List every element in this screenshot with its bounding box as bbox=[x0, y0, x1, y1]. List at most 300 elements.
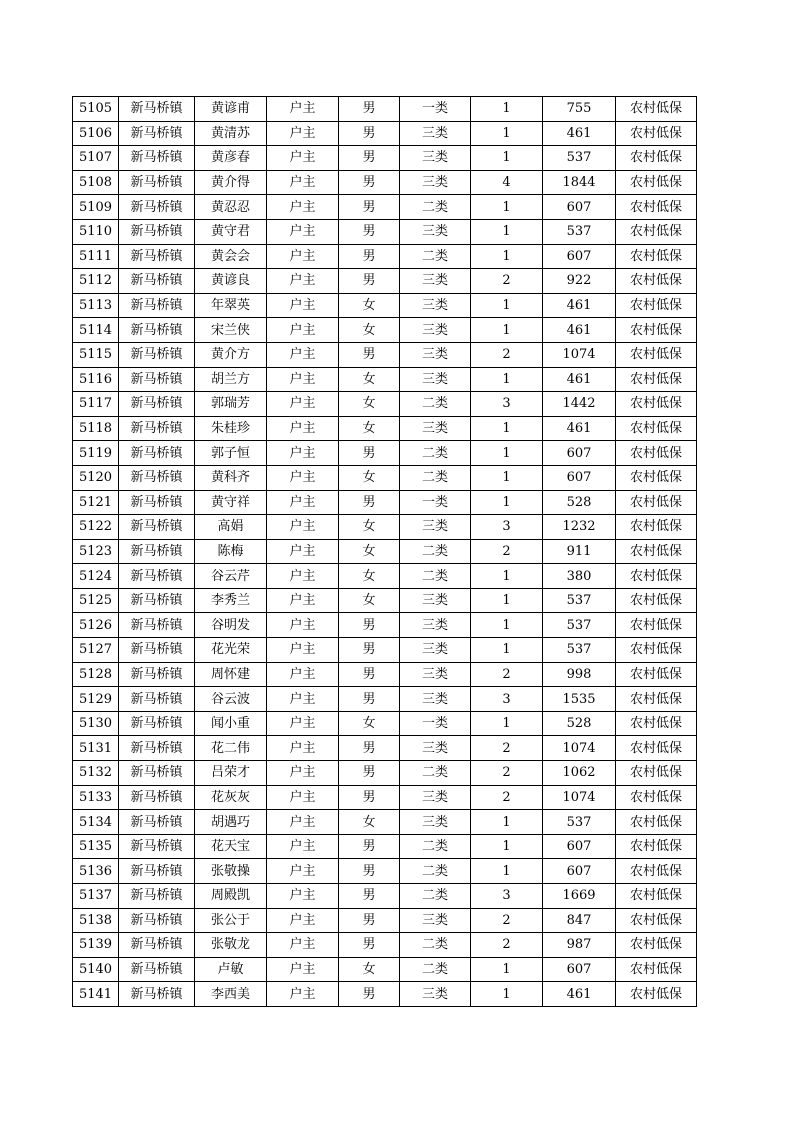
record-id-cell: 5117 bbox=[73, 392, 119, 417]
household-size-cell: 2 bbox=[471, 908, 543, 933]
record-id-cell: 5115 bbox=[73, 342, 119, 367]
record-id-cell: 5118 bbox=[73, 416, 119, 441]
amount-cell: 1062 bbox=[543, 761, 616, 786]
household-size-cell: 1 bbox=[471, 711, 543, 736]
relation-cell: 户主 bbox=[267, 711, 339, 736]
aid-type-cell: 农村低保 bbox=[616, 785, 697, 810]
record-id-cell: 5141 bbox=[73, 982, 119, 1007]
record-id-cell: 5126 bbox=[73, 613, 119, 638]
household-size-cell: 1 bbox=[471, 613, 543, 638]
name-cell: 花灰灰 bbox=[195, 785, 267, 810]
household-size-cell: 3 bbox=[471, 884, 543, 909]
amount-cell: 607 bbox=[543, 195, 616, 220]
category-cell: 三类 bbox=[400, 810, 471, 835]
relation-cell: 户主 bbox=[267, 933, 339, 958]
table-row bbox=[73, 834, 697, 859]
category-cell: 三类 bbox=[400, 515, 471, 540]
name-cell: 高娟 bbox=[195, 515, 267, 540]
amount-cell: 607 bbox=[543, 244, 616, 269]
township-cell: 新马桥镇 bbox=[119, 982, 195, 1007]
township-cell: 新马桥镇 bbox=[119, 97, 195, 122]
relation-cell: 户主 bbox=[267, 736, 339, 761]
record-id-cell: 5128 bbox=[73, 662, 119, 687]
table-row bbox=[73, 859, 697, 884]
aid-type-cell: 农村低保 bbox=[616, 810, 697, 835]
gender-cell: 男 bbox=[339, 662, 400, 687]
record-id-cell: 5121 bbox=[73, 490, 119, 515]
relation-cell: 户主 bbox=[267, 465, 339, 490]
aid-type-cell: 农村低保 bbox=[616, 170, 697, 195]
amount-cell: 607 bbox=[543, 957, 616, 982]
relation-cell: 户主 bbox=[267, 588, 339, 613]
household-size-cell: 2 bbox=[471, 761, 543, 786]
name-cell: 闻小重 bbox=[195, 711, 267, 736]
gender-cell: 女 bbox=[339, 465, 400, 490]
amount-cell: 1074 bbox=[543, 342, 616, 367]
relation-cell: 户主 bbox=[267, 490, 339, 515]
table-row bbox=[73, 392, 697, 417]
category-cell: 二类 bbox=[400, 195, 471, 220]
name-cell: 李秀兰 bbox=[195, 588, 267, 613]
relief-recipient-table bbox=[72, 96, 697, 1007]
household-size-cell: 1 bbox=[471, 957, 543, 982]
relation-cell: 户主 bbox=[267, 318, 339, 343]
table-row bbox=[73, 884, 697, 909]
name-cell: 郭瑞芳 bbox=[195, 392, 267, 417]
amount-cell: 1074 bbox=[543, 736, 616, 761]
name-cell: 陈梅 bbox=[195, 539, 267, 564]
category-cell: 三类 bbox=[400, 121, 471, 146]
household-size-cell: 4 bbox=[471, 170, 543, 195]
relation-cell: 户主 bbox=[267, 219, 339, 244]
aid-type-cell: 农村低保 bbox=[616, 97, 697, 122]
record-id-cell: 5129 bbox=[73, 687, 119, 712]
gender-cell: 男 bbox=[339, 244, 400, 269]
relation-cell: 户主 bbox=[267, 564, 339, 589]
relation-cell: 户主 bbox=[267, 146, 339, 171]
township-cell: 新马桥镇 bbox=[119, 269, 195, 294]
record-id-cell: 5113 bbox=[73, 293, 119, 318]
name-cell: 卢敏 bbox=[195, 957, 267, 982]
name-cell: 花光荣 bbox=[195, 638, 267, 663]
category-cell: 三类 bbox=[400, 367, 471, 392]
gender-cell: 男 bbox=[339, 121, 400, 146]
category-cell: 二类 bbox=[400, 564, 471, 589]
category-cell: 三类 bbox=[400, 662, 471, 687]
name-cell: 花天宝 bbox=[195, 834, 267, 859]
relation-cell: 户主 bbox=[267, 244, 339, 269]
aid-type-cell: 农村低保 bbox=[616, 465, 697, 490]
category-cell: 三类 bbox=[400, 318, 471, 343]
aid-type-cell: 农村低保 bbox=[616, 121, 697, 146]
category-cell: 二类 bbox=[400, 539, 471, 564]
name-cell: 张敬操 bbox=[195, 859, 267, 884]
relation-cell: 户主 bbox=[267, 515, 339, 540]
aid-type-cell: 农村低保 bbox=[616, 539, 697, 564]
township-cell: 新马桥镇 bbox=[119, 416, 195, 441]
gender-cell: 男 bbox=[339, 613, 400, 638]
name-cell: 周殿凯 bbox=[195, 884, 267, 909]
category-cell: 三类 bbox=[400, 170, 471, 195]
aid-type-cell: 农村低保 bbox=[616, 392, 697, 417]
household-size-cell: 1 bbox=[471, 219, 543, 244]
category-cell: 二类 bbox=[400, 933, 471, 958]
gender-cell: 男 bbox=[339, 195, 400, 220]
aid-type-cell: 农村低保 bbox=[616, 638, 697, 663]
relation-cell: 户主 bbox=[267, 342, 339, 367]
record-id-cell: 5125 bbox=[73, 588, 119, 613]
relation-cell: 户主 bbox=[267, 293, 339, 318]
gender-cell: 女 bbox=[339, 367, 400, 392]
amount-cell: 537 bbox=[543, 219, 616, 244]
name-cell: 谷云波 bbox=[195, 687, 267, 712]
gender-cell: 男 bbox=[339, 859, 400, 884]
relation-cell: 户主 bbox=[267, 859, 339, 884]
gender-cell: 男 bbox=[339, 834, 400, 859]
township-cell: 新马桥镇 bbox=[119, 539, 195, 564]
name-cell: 黄守君 bbox=[195, 219, 267, 244]
name-cell: 张敬龙 bbox=[195, 933, 267, 958]
amount-cell: 607 bbox=[543, 834, 616, 859]
relation-cell: 户主 bbox=[267, 834, 339, 859]
table-row bbox=[73, 736, 697, 761]
table-row bbox=[73, 416, 697, 441]
category-cell: 三类 bbox=[400, 613, 471, 638]
record-id-cell: 5137 bbox=[73, 884, 119, 909]
township-cell: 新马桥镇 bbox=[119, 687, 195, 712]
household-size-cell: 1 bbox=[471, 146, 543, 171]
category-cell: 三类 bbox=[400, 293, 471, 318]
household-size-cell: 1 bbox=[471, 293, 543, 318]
category-cell: 三类 bbox=[400, 736, 471, 761]
name-cell: 朱桂珍 bbox=[195, 416, 267, 441]
record-id-cell: 5109 bbox=[73, 195, 119, 220]
relation-cell: 户主 bbox=[267, 170, 339, 195]
aid-type-cell: 农村低保 bbox=[616, 416, 697, 441]
amount-cell: 537 bbox=[543, 588, 616, 613]
township-cell: 新马桥镇 bbox=[119, 613, 195, 638]
gender-cell: 女 bbox=[339, 293, 400, 318]
table-body bbox=[73, 97, 697, 1007]
township-cell: 新马桥镇 bbox=[119, 957, 195, 982]
table-row bbox=[73, 465, 697, 490]
aid-type-cell: 农村低保 bbox=[616, 662, 697, 687]
amount-cell: 461 bbox=[543, 121, 616, 146]
aid-type-cell: 农村低保 bbox=[616, 884, 697, 909]
relation-cell: 户主 bbox=[267, 613, 339, 638]
township-cell: 新马桥镇 bbox=[119, 441, 195, 466]
household-size-cell: 1 bbox=[471, 97, 543, 122]
table-row bbox=[73, 367, 697, 392]
aid-type-cell: 农村低保 bbox=[616, 318, 697, 343]
name-cell: 黄介得 bbox=[195, 170, 267, 195]
aid-type-cell: 农村低保 bbox=[616, 933, 697, 958]
category-cell: 二类 bbox=[400, 761, 471, 786]
amount-cell: 1535 bbox=[543, 687, 616, 712]
record-id-cell: 5119 bbox=[73, 441, 119, 466]
record-id-cell: 5140 bbox=[73, 957, 119, 982]
aid-type-cell: 农村低保 bbox=[616, 957, 697, 982]
table-row bbox=[73, 441, 697, 466]
relation-cell: 户主 bbox=[267, 785, 339, 810]
township-cell: 新马桥镇 bbox=[119, 490, 195, 515]
record-id-cell: 5135 bbox=[73, 834, 119, 859]
record-id-cell: 5130 bbox=[73, 711, 119, 736]
name-cell: 吕荣才 bbox=[195, 761, 267, 786]
household-size-cell: 1 bbox=[471, 441, 543, 466]
gender-cell: 男 bbox=[339, 736, 400, 761]
table-row bbox=[73, 318, 697, 343]
aid-type-cell: 农村低保 bbox=[616, 564, 697, 589]
category-cell: 二类 bbox=[400, 392, 471, 417]
name-cell: 黄科齐 bbox=[195, 465, 267, 490]
table-row bbox=[73, 293, 697, 318]
aid-type-cell: 农村低保 bbox=[616, 982, 697, 1007]
gender-cell: 男 bbox=[339, 687, 400, 712]
category-cell: 三类 bbox=[400, 588, 471, 613]
record-id-cell: 5133 bbox=[73, 785, 119, 810]
relation-cell: 户主 bbox=[267, 761, 339, 786]
gender-cell: 男 bbox=[339, 638, 400, 663]
household-size-cell: 1 bbox=[471, 564, 543, 589]
amount-cell: 911 bbox=[543, 539, 616, 564]
category-cell: 三类 bbox=[400, 416, 471, 441]
category-cell: 三类 bbox=[400, 146, 471, 171]
township-cell: 新马桥镇 bbox=[119, 293, 195, 318]
aid-type-cell: 农村低保 bbox=[616, 146, 697, 171]
aid-type-cell: 农村低保 bbox=[616, 367, 697, 392]
table-row bbox=[73, 97, 697, 122]
gender-cell: 男 bbox=[339, 441, 400, 466]
gender-cell: 男 bbox=[339, 490, 400, 515]
category-cell: 三类 bbox=[400, 638, 471, 663]
township-cell: 新马桥镇 bbox=[119, 834, 195, 859]
category-cell: 二类 bbox=[400, 465, 471, 490]
name-cell: 黄清苏 bbox=[195, 121, 267, 146]
gender-cell: 男 bbox=[339, 761, 400, 786]
category-cell: 二类 bbox=[400, 884, 471, 909]
amount-cell: 461 bbox=[543, 982, 616, 1007]
township-cell: 新马桥镇 bbox=[119, 884, 195, 909]
name-cell: 李西美 bbox=[195, 982, 267, 1007]
record-id-cell: 5110 bbox=[73, 219, 119, 244]
table-row bbox=[73, 195, 697, 220]
table-row bbox=[73, 170, 697, 195]
name-cell: 张公于 bbox=[195, 908, 267, 933]
household-size-cell: 2 bbox=[471, 736, 543, 761]
amount-cell: 1669 bbox=[543, 884, 616, 909]
township-cell: 新马桥镇 bbox=[119, 318, 195, 343]
gender-cell: 女 bbox=[339, 416, 400, 441]
table-row bbox=[73, 908, 697, 933]
amount-cell: 607 bbox=[543, 859, 616, 884]
gender-cell: 男 bbox=[339, 785, 400, 810]
gender-cell: 男 bbox=[339, 884, 400, 909]
household-size-cell: 3 bbox=[471, 515, 543, 540]
household-size-cell: 2 bbox=[471, 539, 543, 564]
township-cell: 新马桥镇 bbox=[119, 662, 195, 687]
township-cell: 新马桥镇 bbox=[119, 146, 195, 171]
aid-type-cell: 农村低保 bbox=[616, 342, 697, 367]
gender-cell: 女 bbox=[339, 564, 400, 589]
category-cell: 三类 bbox=[400, 342, 471, 367]
table-row bbox=[73, 539, 697, 564]
amount-cell: 987 bbox=[543, 933, 616, 958]
amount-cell: 922 bbox=[543, 269, 616, 294]
table-row bbox=[73, 711, 697, 736]
household-size-cell: 1 bbox=[471, 465, 543, 490]
table-row bbox=[73, 564, 697, 589]
gender-cell: 男 bbox=[339, 933, 400, 958]
household-size-cell: 1 bbox=[471, 859, 543, 884]
table-row bbox=[73, 982, 697, 1007]
relation-cell: 户主 bbox=[267, 97, 339, 122]
aid-type-cell: 农村低保 bbox=[616, 834, 697, 859]
gender-cell: 女 bbox=[339, 539, 400, 564]
household-size-cell: 2 bbox=[471, 342, 543, 367]
gender-cell: 男 bbox=[339, 908, 400, 933]
gender-cell: 男 bbox=[339, 146, 400, 171]
record-id-cell: 5123 bbox=[73, 539, 119, 564]
household-size-cell: 1 bbox=[471, 244, 543, 269]
gender-cell: 男 bbox=[339, 269, 400, 294]
name-cell: 胡兰方 bbox=[195, 367, 267, 392]
name-cell: 谷明发 bbox=[195, 613, 267, 638]
relation-cell: 户主 bbox=[267, 662, 339, 687]
household-size-cell: 1 bbox=[471, 416, 543, 441]
gender-cell: 女 bbox=[339, 392, 400, 417]
amount-cell: 537 bbox=[543, 810, 616, 835]
township-cell: 新马桥镇 bbox=[119, 564, 195, 589]
name-cell: 胡遇巧 bbox=[195, 810, 267, 835]
household-size-cell: 1 bbox=[471, 638, 543, 663]
table-row bbox=[73, 785, 697, 810]
amount-cell: 528 bbox=[543, 490, 616, 515]
gender-cell: 女 bbox=[339, 810, 400, 835]
relation-cell: 户主 bbox=[267, 982, 339, 1007]
aid-type-cell: 农村低保 bbox=[616, 244, 697, 269]
aid-type-cell: 农村低保 bbox=[616, 219, 697, 244]
gender-cell: 女 bbox=[339, 711, 400, 736]
category-cell: 一类 bbox=[400, 711, 471, 736]
gender-cell: 男 bbox=[339, 219, 400, 244]
township-cell: 新马桥镇 bbox=[119, 785, 195, 810]
gender-cell: 女 bbox=[339, 515, 400, 540]
category-cell: 二类 bbox=[400, 834, 471, 859]
category-cell: 三类 bbox=[400, 982, 471, 1007]
household-size-cell: 1 bbox=[471, 195, 543, 220]
category-cell: 三类 bbox=[400, 785, 471, 810]
amount-cell: 380 bbox=[543, 564, 616, 589]
record-id-cell: 5111 bbox=[73, 244, 119, 269]
household-size-cell: 2 bbox=[471, 933, 543, 958]
township-cell: 新马桥镇 bbox=[119, 515, 195, 540]
township-cell: 新马桥镇 bbox=[119, 121, 195, 146]
relation-cell: 户主 bbox=[267, 638, 339, 663]
township-cell: 新马桥镇 bbox=[119, 342, 195, 367]
amount-cell: 607 bbox=[543, 441, 616, 466]
relation-cell: 户主 bbox=[267, 416, 339, 441]
amount-cell: 998 bbox=[543, 662, 616, 687]
amount-cell: 537 bbox=[543, 638, 616, 663]
category-cell: 三类 bbox=[400, 269, 471, 294]
table-row bbox=[73, 933, 697, 958]
household-size-cell: 1 bbox=[471, 810, 543, 835]
name-cell: 黄守祥 bbox=[195, 490, 267, 515]
relation-cell: 户主 bbox=[267, 121, 339, 146]
gender-cell: 女 bbox=[339, 588, 400, 613]
record-id-cell: 5105 bbox=[73, 97, 119, 122]
aid-type-cell: 农村低保 bbox=[616, 736, 697, 761]
aid-type-cell: 农村低保 bbox=[616, 711, 697, 736]
record-id-cell: 5127 bbox=[73, 638, 119, 663]
name-cell: 郭子恒 bbox=[195, 441, 267, 466]
table-row bbox=[73, 957, 697, 982]
name-cell: 花二伟 bbox=[195, 736, 267, 761]
township-cell: 新马桥镇 bbox=[119, 908, 195, 933]
relation-cell: 户主 bbox=[267, 441, 339, 466]
household-size-cell: 1 bbox=[471, 318, 543, 343]
amount-cell: 1844 bbox=[543, 170, 616, 195]
amount-cell: 847 bbox=[543, 908, 616, 933]
relation-cell: 户主 bbox=[267, 392, 339, 417]
name-cell: 周怀建 bbox=[195, 662, 267, 687]
gender-cell: 男 bbox=[339, 982, 400, 1007]
table-row bbox=[73, 515, 697, 540]
record-id-cell: 5107 bbox=[73, 146, 119, 171]
record-id-cell: 5108 bbox=[73, 170, 119, 195]
relation-cell: 户主 bbox=[267, 908, 339, 933]
aid-type-cell: 农村低保 bbox=[616, 195, 697, 220]
record-id-cell: 5114 bbox=[73, 318, 119, 343]
name-cell: 黄谚甫 bbox=[195, 97, 267, 122]
table-row bbox=[73, 588, 697, 613]
category-cell: 二类 bbox=[400, 441, 471, 466]
aid-type-cell: 农村低保 bbox=[616, 490, 697, 515]
table-row bbox=[73, 219, 697, 244]
amount-cell: 461 bbox=[543, 293, 616, 318]
record-id-cell: 5120 bbox=[73, 465, 119, 490]
household-size-cell: 2 bbox=[471, 269, 543, 294]
category-cell: 一类 bbox=[400, 97, 471, 122]
amount-cell: 461 bbox=[543, 367, 616, 392]
household-size-cell: 1 bbox=[471, 834, 543, 859]
aid-type-cell: 农村低保 bbox=[616, 761, 697, 786]
table-row bbox=[73, 613, 697, 638]
township-cell: 新马桥镇 bbox=[119, 736, 195, 761]
township-cell: 新马桥镇 bbox=[119, 392, 195, 417]
amount-cell: 537 bbox=[543, 146, 616, 171]
category-cell: 二类 bbox=[400, 859, 471, 884]
aid-type-cell: 农村低保 bbox=[616, 859, 697, 884]
table-row bbox=[73, 269, 697, 294]
township-cell: 新马桥镇 bbox=[119, 465, 195, 490]
amount-cell: 1074 bbox=[543, 785, 616, 810]
gender-cell: 男 bbox=[339, 170, 400, 195]
category-cell: 三类 bbox=[400, 219, 471, 244]
table-row bbox=[73, 146, 697, 171]
relation-cell: 户主 bbox=[267, 687, 339, 712]
amount-cell: 1442 bbox=[543, 392, 616, 417]
record-id-cell: 5112 bbox=[73, 269, 119, 294]
table-row bbox=[73, 638, 697, 663]
aid-type-cell: 农村低保 bbox=[616, 588, 697, 613]
relation-cell: 户主 bbox=[267, 269, 339, 294]
township-cell: 新马桥镇 bbox=[119, 170, 195, 195]
township-cell: 新马桥镇 bbox=[119, 638, 195, 663]
gender-cell: 男 bbox=[339, 97, 400, 122]
relation-cell: 户主 bbox=[267, 367, 339, 392]
